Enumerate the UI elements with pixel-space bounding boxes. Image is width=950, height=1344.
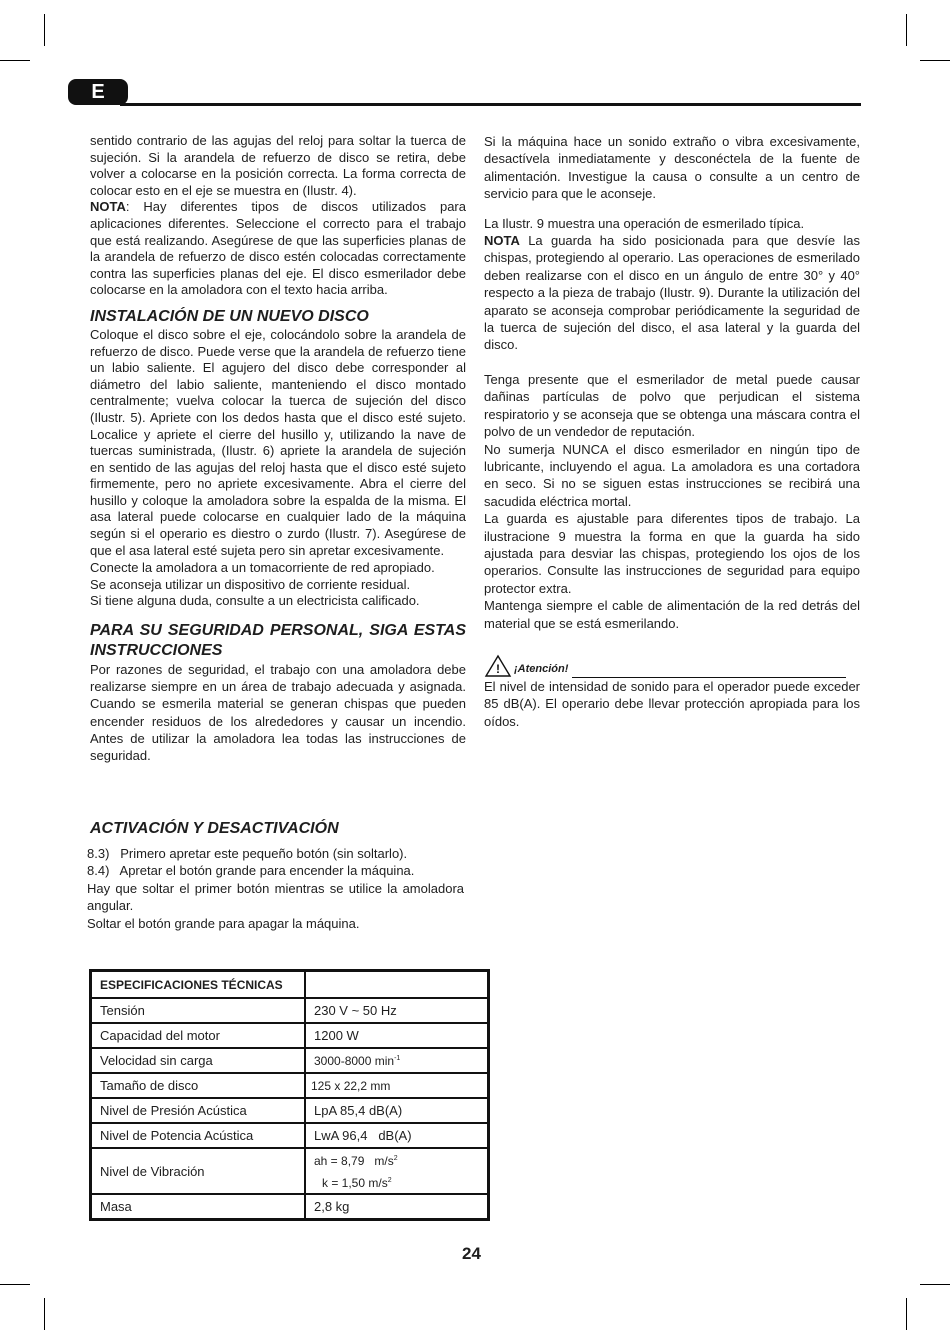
table-row xyxy=(91,1073,489,1098)
spec-label: Nivel de Vibración xyxy=(91,1148,306,1194)
note-text: : Hay diferentes tipos de discos utilizados para aplicaciones diferentes. Seleccione el correcto para el trabajo que está realizando. Asegúrese de que las superficies planas de la arandela de refuerzo de disco estén colocadas correctamente contra las superficies planas del eje. El disco esmerilador debe colocarse en la amoladora con el texto hacia arriba. xyxy=(90,199,466,298)
install-doubt: Si tiene alguna duda, consulte a un electricista calificado. xyxy=(90,593,420,609)
specifications-table xyxy=(89,969,490,1221)
table-row xyxy=(91,998,489,1023)
left-column xyxy=(90,133,466,764)
paragraph: La guarda es ajustable para diferentes tipos de trabajo. La ilustracione 9 muestra la forma en que la guarda ha sido ajustada para desviar las chispas, protegiendo los ojos de los operarios. Consulte las instrucciones de seguridad para equipo protector extra. xyxy=(484,511,860,596)
table-row xyxy=(91,1098,489,1123)
svg-text:!: ! xyxy=(496,661,500,676)
spec-unit-exponent: 2 xyxy=(387,1177,392,1184)
section-heading-safety: PARA SU SEGURIDAD PERSONAL, SIGA ESTAS INSTRUCCIONES xyxy=(90,622,466,660)
spec-unit-exponent: 2 xyxy=(393,1155,398,1162)
install-rcd: Se aconseja utilizar un dispositivo de corriente residual. xyxy=(90,576,411,592)
activation-note: Soltar el botón grande para apagar la máquina. xyxy=(87,915,360,931)
warning-label: ¡Atención! xyxy=(514,662,569,675)
warning-triangle-icon xyxy=(484,654,512,678)
spec-label: Tensión xyxy=(91,998,306,1023)
spec-label: Capacidad del motor xyxy=(91,1023,306,1048)
crop-mark xyxy=(0,1284,30,1285)
paragraph: sentido contrario de las agujas del reloj para soltar la tuerca de sujeción. Si la arandela de refuerzo de disco se retira, debe volver a colocarse en la posición correcta. La forma correcta de colocar esto en el eje se muestra en (Ilustr. 4). xyxy=(90,133,466,198)
spec-value: k = 1,50 m/s xyxy=(322,1176,388,1190)
right-column xyxy=(484,133,860,730)
activation-step: 8.4) Apretar el botón grande para encender la máquina. xyxy=(87,863,415,879)
note-label: NOTA xyxy=(90,199,126,215)
paragraph: Tenga presente que el esmerilador de metal puede causar dañinas partículas de polvo que perjudican el sistema respiratorio y se aconseja que se obtenga una máscara contra el polvo de un vendedor de reputación. xyxy=(484,371,860,440)
section-heading-activation: ACTIVACIÓN Y DESACTIVACIÓN xyxy=(90,820,339,837)
spec-label: Nivel de Potencia Acústica xyxy=(91,1123,306,1148)
note-text: La guarda ha sido posicionada para que desvíe las chispas, protegiendo al operario. Las operaciones de esmerilado deben realizarse con el disco en un ángulo de entre 30° y 40° respecto a la pieza de trabajo (Ilustr. 9). Durante la utilización del aparato se aconseja comprobar periódicamente la seguridad de la tuerca de sujeción del disco, el asa lateral y la guarda del disco. xyxy=(484,233,860,353)
crop-mark xyxy=(920,1284,950,1285)
spec-value: 3000-8000 min xyxy=(314,1053,395,1068)
table-header-cell: ESPECIFICACIONES TÉCNICAS xyxy=(91,971,306,999)
note-label: NOTA xyxy=(484,233,520,249)
spec-value: 2,8 kg xyxy=(305,1194,489,1220)
section-heading-install: INSTALACIÓN DE UN NUEVO DISCO xyxy=(90,307,369,325)
spec-label: Tamaño de disco xyxy=(91,1073,306,1098)
spec-value: LpA 85,4 dB(A) xyxy=(305,1098,489,1123)
table-row xyxy=(91,1123,489,1148)
table-header-cell-empty xyxy=(305,971,489,999)
spec-value-line xyxy=(314,1149,479,1171)
spec-value-cell xyxy=(305,1148,489,1194)
crop-mark xyxy=(920,60,950,61)
note-paragraph xyxy=(90,199,466,299)
safety-body: Por razones de seguridad, el trabajo con una amoladora debe realizarse siempre en un área de trabajo adecuada y asignada. Cuando se esmerila material se generan chispas que pueden encender residuos de los alrededores y causar un incendio. Antes de utilizar la amoladora lea todas las instrucciones de seguridad. xyxy=(90,662,466,764)
spec-label: Masa xyxy=(91,1194,306,1220)
crop-mark xyxy=(906,14,907,46)
table-row xyxy=(91,1023,489,1048)
warning-body: El nivel de intensidad de sonido para el operador puede exceder 85 dB(A). El operario debe llevar protección apropiada para los oídos. xyxy=(484,678,860,729)
table-header-row xyxy=(91,971,489,999)
spec-value: ah = 8,79 m/s xyxy=(314,1154,394,1168)
spec-value-line xyxy=(314,1171,479,1193)
crop-mark xyxy=(44,14,45,46)
paragraph: Si la máquina hace un sonido extraño o vibra excesivamente, desactívela inmediatamente y desconéctela de la fuente de alimentación. Investigue la causa o consulte a un centro de servicio para que le aconseje. xyxy=(484,134,860,202)
page-number: 24 xyxy=(462,1244,481,1263)
activation-step: 8.3) Primero apretar este pequeño botón (sin soltarlo). xyxy=(87,846,408,861)
spec-label: Nivel de Presión Acústica xyxy=(91,1098,306,1123)
spec-value: 230 V ~ 50 Hz xyxy=(305,998,489,1023)
note-paragraph xyxy=(484,232,860,354)
spec-unit-exponent: -1 xyxy=(394,1054,401,1062)
table-row xyxy=(91,1194,489,1220)
spec-label: Velocidad sin carga xyxy=(91,1048,306,1073)
table-row xyxy=(91,1148,489,1194)
crop-mark xyxy=(0,60,30,61)
install-body: Coloque el disco sobre el eje, colocándolo sobre la arandela de refuerzo de disco. Puede verse que la arandela de refuerzo tiene un labio saliente. El agujero del disco debe corresponder al diámetro del labio saliente, manteniendo el disco montado centralmente; vuelva colocar la tuerca de sujeción del disco (Ilustr. 5). Apriete con los dedos hasta que el disco esté sujeto. Localice y apriete el cierre del husillo y, utilizando la nave de tuercas suministrada, (Ilustr. 6) apriete la arandela de sujeción en sentido de las agujas del reloj hasta que el disco esté sujeto firmemente, pero no apriete excesivamente. Abra el cierre del husillo y coloque la amoladora sobre la espalda de la misma. El asa lateral puede colocarse en cualquier lado de la máquina según si el operario es diestro o zurdo (Ilustr. 7). Asegúrese de que el asa lateral esté sujeta pero sin apretar excesivamente. xyxy=(90,326,466,558)
warning-header xyxy=(484,654,860,678)
crop-mark xyxy=(906,1298,907,1330)
install-connect: Conecte la amoladora a un tomacorriente de red apropiado. xyxy=(90,560,435,576)
header-rule xyxy=(120,103,861,106)
crop-mark xyxy=(44,1298,45,1330)
spec-value: 1200 W xyxy=(305,1023,489,1048)
paragraph: La Ilustr. 9 muestra una operación de esmerilado típica. xyxy=(484,215,805,231)
table-row xyxy=(91,1048,489,1073)
paragraph: Mantenga siempre el cable de alimentación de la red detrás del material que se está esmerilando. xyxy=(484,598,860,631)
paragraph: No sumerja NUNCA el disco esmerilador en ningún tipo de lubricante, incluyendo el agua. La amoladora es una cortadora en seco. Si no se siguen estas instrucciones se recibirá una sacudida eléctrica mortal. xyxy=(484,441,860,509)
spec-value: LwA 96,4 dB(A) xyxy=(305,1123,489,1148)
language-tab: E xyxy=(68,79,128,105)
activation-block xyxy=(87,845,464,932)
activation-note: Hay que soltar el primer botón mientras se utilice la amoladora angular. xyxy=(87,880,464,914)
spec-value: 125 x 22,2 mm xyxy=(305,1073,489,1098)
spec-value-cell xyxy=(305,1048,489,1073)
